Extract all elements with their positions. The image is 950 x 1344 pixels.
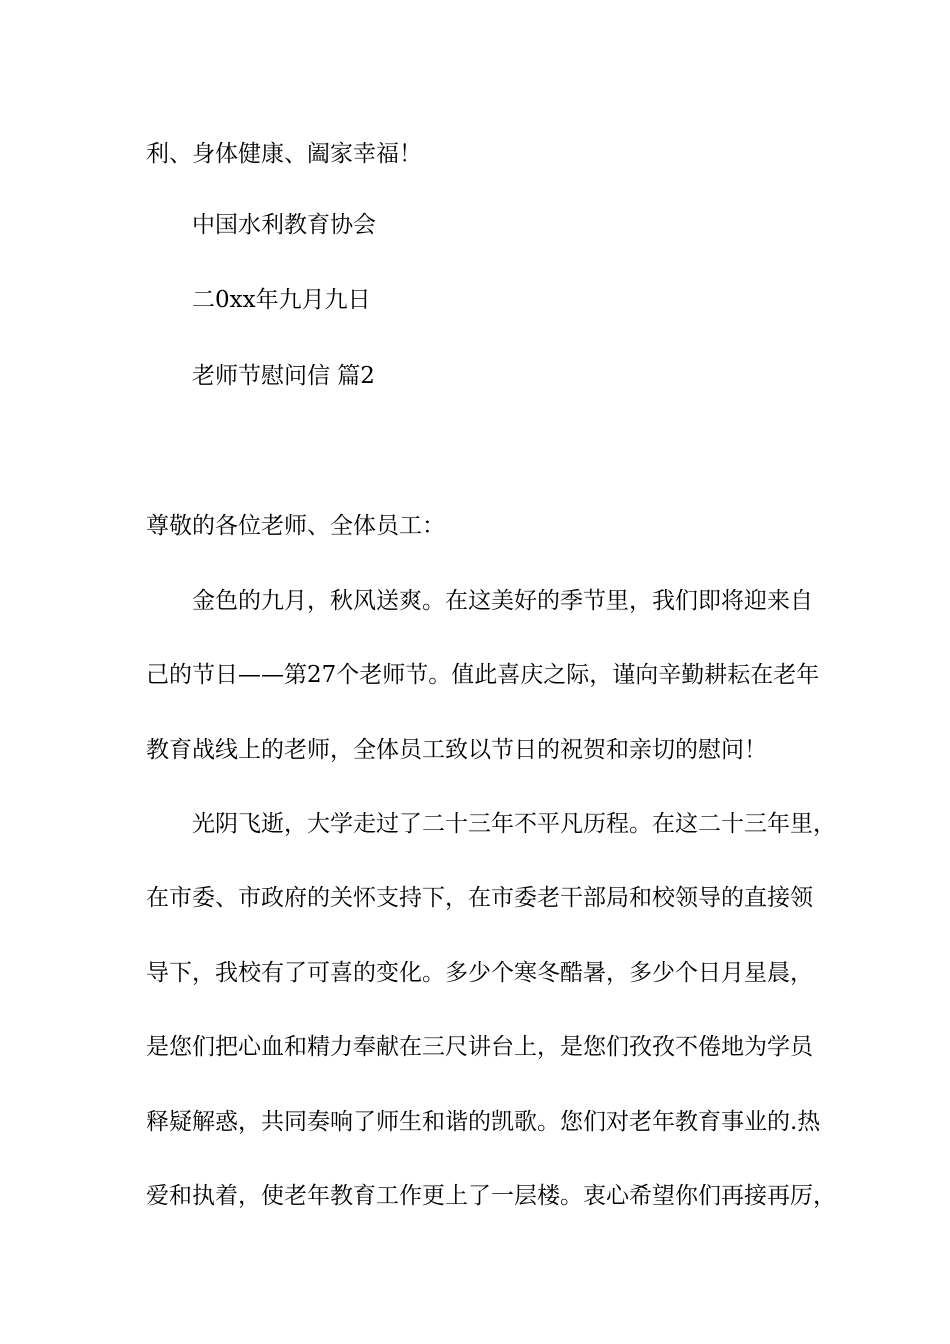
closing-wishes-line: 利、身体健康、阖家幸福！ <box>146 141 422 167</box>
body-paragraph-line: 金色的九月，秋风送爽。在这美好的季节里，我们即将迎来自 <box>192 588 813 614</box>
body-paragraph-line: 光阴飞逝，大学走过了二十三年不平凡历程。在这二十三年里， <box>192 811 836 837</box>
body-paragraph-line: 是您们把心血和精力奉献在三尺讲台上，是您们孜孜不倦地为学员 <box>146 1034 813 1060</box>
body-paragraph-line: 己的节日——第27个老师节。值此喜庆之际，谨向辛勤耕耘在老年 <box>146 662 820 688</box>
body-paragraph-line: 教育战线上的老师，全体员工致以节日的祝贺和亲切的慰问！ <box>146 737 767 763</box>
body-paragraph-line: 导下，我校有了可喜的变化。多少个寒冬酷暑，多少个日月星晨， <box>146 960 813 986</box>
body-paragraph-line: 在市委、市政府的关怀支持下，在市委老干部局和校领导的直接领 <box>146 885 813 911</box>
salutation: 尊敬的各位老师、全体员工： <box>146 513 445 539</box>
signature-organization: 中国水利教育协会 <box>192 212 376 238</box>
signature-date: 二0xx年九月九日 <box>192 287 371 313</box>
body-paragraph-line: 爱和执着，使老年教育工作更上了一层楼。衷心希望你们再接再厉， <box>146 1183 836 1209</box>
body-paragraph-line: 释疑解惑，共同奏响了师生和谐的凯歌。您们对老年教育事业的.热 <box>146 1109 821 1135</box>
section-title: 老师节慰问信 篇2 <box>192 363 375 389</box>
